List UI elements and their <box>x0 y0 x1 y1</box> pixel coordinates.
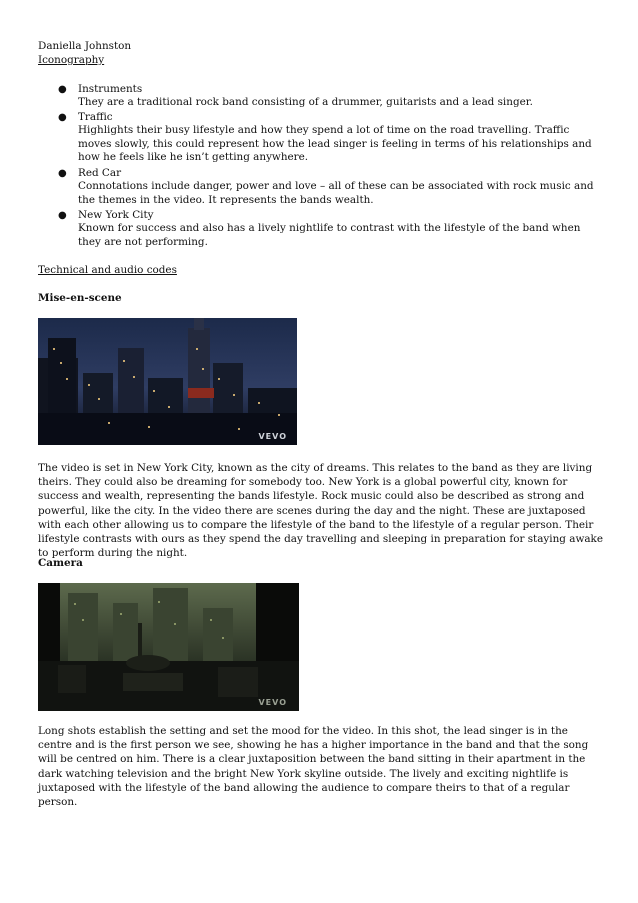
bullet-title: New York City <box>78 209 154 221</box>
bullet-title: Traffic <box>78 111 113 123</box>
bullet-dot: ● <box>58 210 67 221</box>
vevo-watermark: VEVO <box>258 698 287 707</box>
city-skyline-image <box>38 318 297 445</box>
bullet-text: They are a traditional rock band consisting of a drummer, guitarists and a lead singer. <box>78 96 533 109</box>
bullet-text: Connotations include danger, power and love – all of these can be associated with rock music and the themes in the video. It represents the bands wealth. <box>78 180 594 206</box>
mise-en-scene-heading: Mise-en-scene <box>38 292 122 304</box>
bullet-title: Instruments <box>78 83 143 95</box>
bullet-dot: ● <box>58 84 67 95</box>
camera-paragraph: Long shots establish the setting and set the mood for the video. In this shot, the lead singer is in the centre and is the first person we see, showing he has a higher importance in the band and that the song will be centred on him. There is a clear juxtaposition between the band sitting in their apartment in the dark watching television and the bright New York skyline outside. The lively and exciting nightlife is juxtaposed with the lifestyle of the band allowing the audience to compare theirs to that of a regular person. <box>38 725 589 809</box>
bullet-item-new-york <box>78 209 606 249</box>
author-name: Daniella Johnston <box>38 40 132 52</box>
mise-en-scene-paragraph: The video is set in New York City, known as the city of dreams. This relates to the band as they are living theirs. They could also be dreaming for somebody too. New York is a global powerful city, known for success and wealth, representing the bands lifestyle. Rock music could also be described as strong and powerful, like the city. In the video there are scenes during the day and the night. These are juxtaposed with each other allowing us to compare the lifestyle of the band to the lifestyle of a regular person. Their lifestyle contrasts with ours as they spend the day travelling and sleeping in preparation for staying awake to perform during the night. <box>38 462 603 560</box>
bullet-text: Highlights their busy lifestyle and how they spend a lot of time on the road travelling. Traffic moves slowly, this could represent how the lead singer is feeling in terms of his relationships and how he feels like he isn’t getting anywhere. <box>78 124 592 164</box>
vevo-watermark: VEVO <box>258 432 287 441</box>
bullet-text: Known for success and also has a lively nightlife to contrast with the lifestyle of the band when they are not performing. <box>78 222 581 248</box>
bullet-dot: ● <box>58 168 67 179</box>
bullet-item-traffic <box>78 111 606 165</box>
bullet-item-red-car <box>78 167 606 207</box>
bullet-title: Red Car <box>78 167 122 179</box>
iconography-heading: Iconography <box>38 54 105 66</box>
city-skyline-picture <box>38 318 297 445</box>
band-apartment-image <box>38 583 299 711</box>
band-apartment-picture <box>38 583 299 711</box>
camera-heading: Camera <box>38 557 83 569</box>
bullet-item-instruments <box>78 83 606 110</box>
technical-heading: Technical and audio codes <box>38 264 177 276</box>
bullet-dot: ● <box>58 112 67 123</box>
